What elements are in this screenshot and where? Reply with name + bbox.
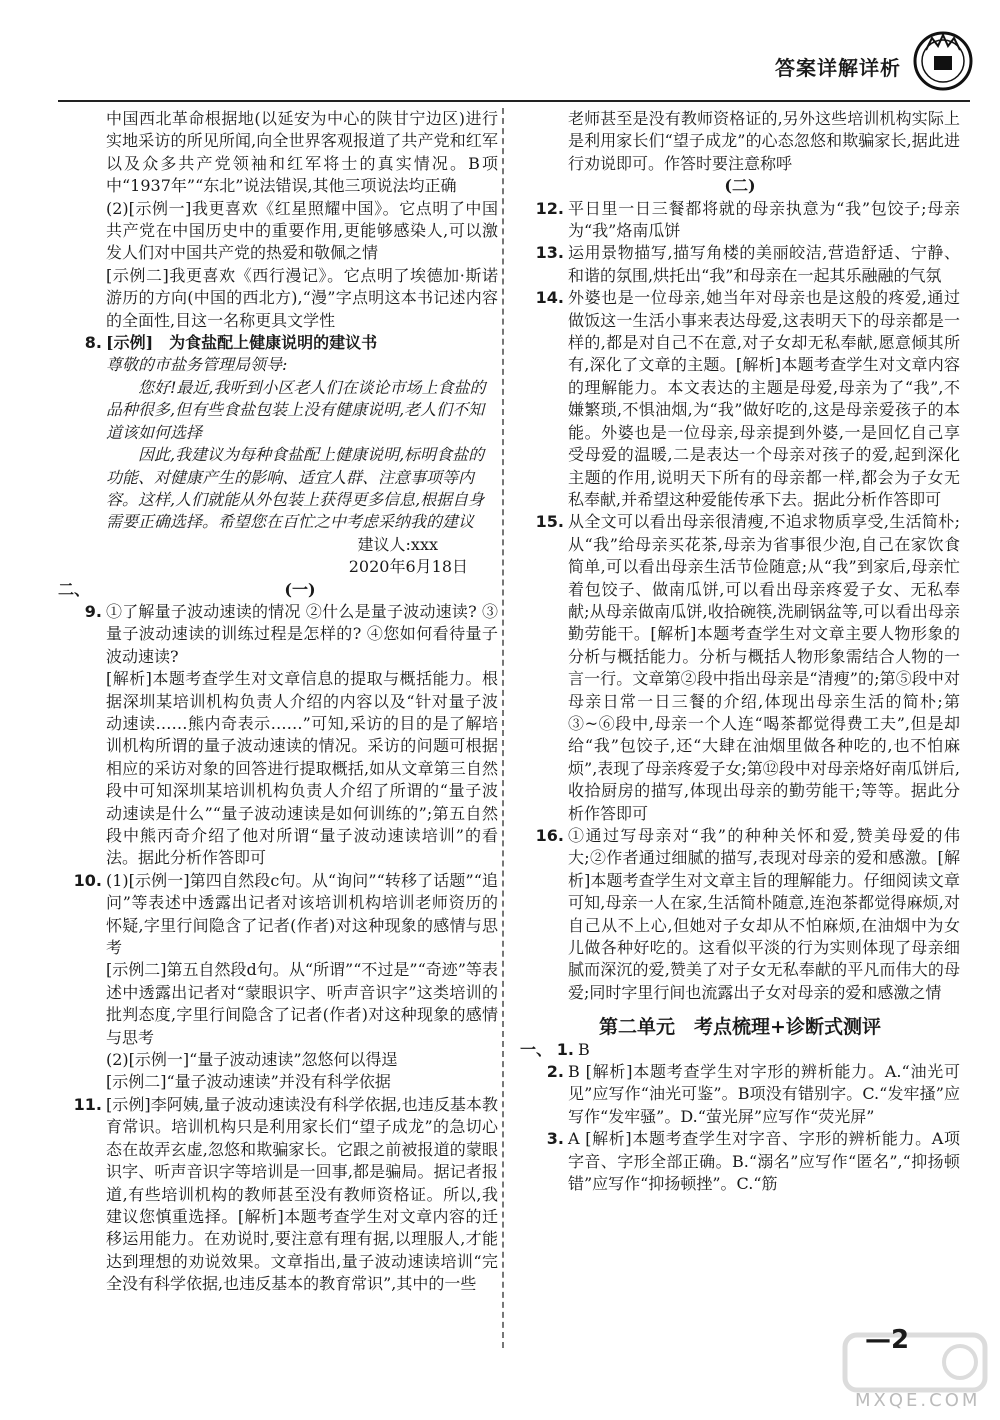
question-13 — [520, 242, 960, 287]
answer-text: 中国西北革命根据地(以延安为中心的陕甘宁边区)进行实地采访的所见所闻,向全世界客观报道了共产党和红军以及众多共产党领袖和红军将士的真实情况。B项中“1937年”“东北”说法错误,其他三项说法均正确 — [106, 109, 498, 196]
letter-heading: [示例] 为食盐配上健康说明的建议书 — [106, 333, 378, 353]
letter-greeting: 尊敬的市盐务管理局领导: — [106, 355, 288, 375]
question-9 — [58, 601, 498, 668]
answer-text: (1)[示例一]第四自然段c句。从“询问”“转移了话题”“追问”等表述中透露出记者对该培训机构培训老师资历的怀疑,字里行间隐含了记者(作者)对这种现象的感情与思考 — [106, 870, 498, 958]
question-number: 16. — [535, 826, 564, 845]
question-12 — [520, 198, 960, 243]
answer-2 — [520, 1061, 960, 1128]
question-number: 9. — [84, 601, 102, 621]
question-16 — [520, 825, 960, 1004]
question-15 — [520, 511, 960, 825]
section-mark: 一、 — [520, 1039, 553, 1059]
unit-title: 第二单元 考点梳理+诊断式测评 — [599, 1016, 881, 1039]
letter-paragraph: 因此,我建议为每种食盐配上健康说明,标明食盐的功能、对健康产生的影响、适宜人群、注意事项等内容。这样,人们就能从外包装上获得更多信息,根据自身需要正确选择。希望您在百忙之中考虑采纳我的建议 — [106, 445, 485, 532]
subsection-title: (一) — [284, 579, 316, 599]
question-14 — [520, 287, 960, 511]
question-number: 2. — [546, 1062, 564, 1082]
question-number: 14. — [535, 288, 564, 308]
left-column — [58, 108, 498, 1296]
question-11 — [58, 1094, 498, 1296]
answer-text: 平日里一日三餐都将就的母亲执意为“我”包饺子;母亲为“我”烙南瓜饼 — [568, 198, 960, 241]
answer-text: [示例]李阿姨,量子波动速读没有科学依据,也违反基本教育常识。培训机构只是利用家长们“望子成龙”的急切心态在故弄玄虚,忽悠和欺骗家长。它跟之前被报道的蒙眼识字、听声音识字等培训是一回事,都是骗局。据记者报道,有些培训机构的教师甚至没有教师资格证。所以,我建议您慎重选择。[解析]本题考查学生对文章内容的迁移运用能力。在劝说时,要注意有理有据,以理服人,才能达到理想的劝说效果。文章指出,量子波动速读培训“完全没有科学依据,也违反基本的教育常识”,其中的一些 — [106, 1094, 498, 1294]
answer-text: 运用景物描写,描写角楼的美丽皎洁,营造舒适、宁静、和谐的氛围,烘托出“我”和母亲在一起其乐融融的气氛 — [568, 243, 960, 285]
letter-signature: 建议人:xxx — [357, 534, 438, 554]
letter-paragraph: 您好!最近,我听到小区老人们在谈论市场上食盐的品种很多,但有些食盐包装上没有健康说明,老人们不知道该如何选择 — [106, 377, 486, 442]
answer-text: 从全文可以看出母亲很清瘦,不追求物质享受,生活简朴;从“我”给母亲买花茶,母亲为省事很少泡,自己在家饮食简单,可以看出母亲生活节俭随意;从“我”到家后,母亲忙着包饺子、做南瓜饼,可以看出母亲疼爱子女、无私奉献;从母亲做南瓜饼,收拾碗筷,洗刷锅盆等,可以看出母亲勤劳能干。[解析]本题考查学生对文章主要人物形象的分析与概括能力。分析与概括人物形象需结合人物的一言一行。文章第②段中指出母亲是“清瘦”的;第⑤段中对母亲日常一日三餐的介绍,体现出母亲生活的简朴;第③~⑥段中,母亲一个人连“喝茶都觉得费工夫”,但是却给“我”包饺子,还“大肆在油烟里做各种吃的,也不怕麻烦”,表现了母亲疼爱子女;第⑫段中对母亲烙好南瓜饼后,收拾厨房的描写,体现出母亲的勤劳能干;等等。据此分析作答即可 — [568, 512, 960, 823]
question-number: 3. — [546, 1129, 564, 1149]
answer-text: [示例二]我更喜欢《西行漫记》。它点明了埃德加·斯诺游历的方向(中国的西北方),“漫”字点明这本书记述内容的全面性,目这一名称更具文学性 — [106, 265, 498, 330]
explanation-text: [解析]本题考查学生对文章信息的提取与概括能力。根据深圳某培训机构负责人介绍的内容以及“针对量子波动速读……熊内奇表示……”可知,采访的目的是了解培训机构所谓的量子波动速读的情况。采访的问题可根据相应的采访对象的回答进行提取概括,如从文章第三自然段中可知深圳某培训机构负责人介绍了所谓的“量子波动速读是什么”“量子波动速读是如何训练的”;第五自然段中熊丙奇介绍了他对所谓“量子波动速读培训”的看法。据此分析作答即可 — [106, 669, 498, 868]
question-number: 8. — [84, 333, 102, 353]
page-number: —2 — [865, 1325, 910, 1355]
letter-date: 2020年6月18日 — [348, 557, 468, 577]
answer-text: A [解析]本题考查学生对字音、字形的辨析能力。A项字音、字形全部正确。B.“溺名”应写作“匿名”,“抑扬顿错”应写作“抑扬顿挫”。C.“筋 — [568, 1129, 960, 1194]
answer-text: 外婆也是一位母亲,她当年对母亲也是这般的疼爱,通过做饭这一生活小事来表达母爱,这表明天下的母亲都是一样的,都是对自己不在意,对子女却无私奉献,愿意倾其所有,深化了文章的主题。[解析]本题考查学生对文章内容的理解能力。本文表达的主题是母爱,母亲为了“我”,不嫌繁琐,不惧油烟,为“我”做好吃的,这是母亲爱孩子的本能。外婆也是一位母亲,母亲提到外婆,一是回忆自己享受母爱的温暖,二是表达一个母亲对孩子的爱,起到深化主题的作用,说明天下所有的母亲都一样,都会为子女无私奉献,并希望这种爱能传承下去。据此分析作答即可 — [568, 288, 960, 509]
question-number: 10. — [73, 870, 102, 890]
watermark-text: MXQE.COM — [855, 1390, 981, 1411]
answer-text: 老师甚至是没有教师资格证的,另外这些培训机构实际上是利用家长们“望子成龙”的心态忽悠和欺骗家长,据此进行劝说即可。作答时要注意称呼 — [568, 109, 960, 173]
header-title: 答案详解详析 — [775, 56, 901, 80]
answer-text: (2)[示例一]我更喜欢《红星照耀中国》。它点明了中国共产党在中国历史中的重要作用,更能够感染人,可以激发人们对中国共产党的热爱和敬佩之情 — [106, 198, 498, 263]
right-column — [520, 108, 960, 1196]
question-number: 13. — [535, 243, 564, 263]
answer-text: [示例二]“量子波动速读”并没有科学依据 — [106, 1072, 391, 1092]
answer-3 — [520, 1128, 960, 1195]
answer-text: [示例二]第五自然段d句。从“所谓”“不过是”“奇迹”等表述中透露出记者对“蒙眼识字、听声音识字”这类培训的批判态度,字里行间隐含了记者(作者)对这种现象的感情与思考 — [106, 960, 498, 1047]
question-10 — [58, 870, 498, 960]
question-number: 1. — [556, 1039, 575, 1059]
column-divider — [502, 108, 504, 1348]
answer-text: ①了解量子波动速读的情况 ②什么是量子波动速读? ③量子波动速读的训练过程是怎样的? ④您如何看待量子波动速读? — [106, 601, 498, 666]
answer-1 — [520, 1039, 960, 1061]
subsection-title: (二) — [724, 176, 756, 196]
question-number: 15. — [535, 512, 564, 532]
question-number: 12. — [535, 198, 564, 218]
section-two-heading — [58, 579, 498, 601]
answer-text: ①通过写母亲对“我”的种种关怀和爱,赞美母爱的伟大;②作者通过细腻的描写,表现对母亲的爱和感激。[解析]本题考查学生对文章主旨的理解能力。仔细阅读文章可知,母亲一人在家,生活简朴随意,连泡茶都觉得麻烦,对自己从不上心,但她对子女却从不怕麻烦,在油烟中为女儿做各种好吃的。这看似平淡的行为实则体现了母亲细腻而深沉的爱,赞美了对子女无私奉献的平凡而伟大的母爱;同时字里行间也流露出子女对母亲的爱和感激之情 — [568, 826, 960, 1002]
section-mark: 二、 — [58, 579, 91, 599]
publisher-logo-icon — [912, 30, 974, 92]
answer-text: B [解析]本题考查学生对字形的辨析能力。A.“油光可见”应写作“油光可鉴”。B项没有错别字。C.“发牢搔”应写作“发牢骚”。D.“萤光屏”应写作“荧光屏” — [568, 1062, 960, 1126]
question-number: 11. — [73, 1094, 102, 1114]
answer-text: B — [578, 1039, 590, 1059]
header-rule — [58, 100, 970, 102]
question-8 — [58, 332, 498, 354]
answer-text: (2)[示例一]“量子波动速读”忽悠何以得逞 — [106, 1050, 398, 1070]
